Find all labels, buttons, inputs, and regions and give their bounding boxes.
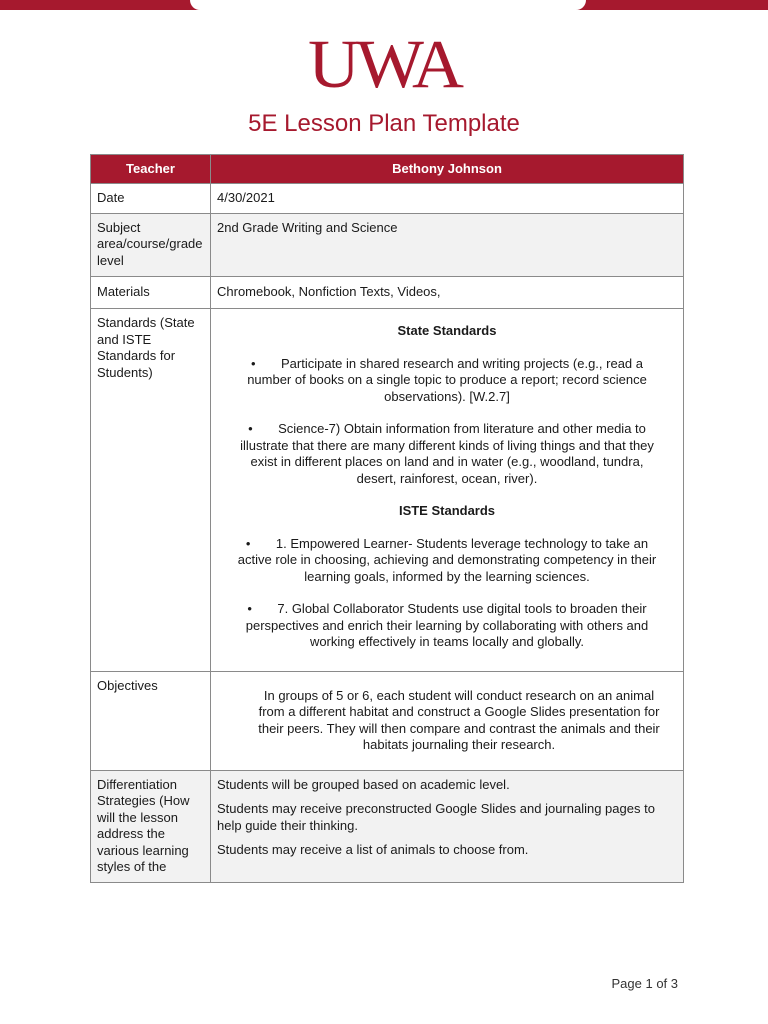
list-item: Students may receive preconstructed Google Slides and journaling pages to help guide their thinking. [217, 801, 655, 833]
subject-row [91, 213, 684, 276]
materials-label: Materials [91, 276, 211, 309]
teacher-row [91, 155, 684, 184]
subject-value: 2nd Grade Writing and Science [211, 213, 684, 276]
standards-cell [211, 309, 684, 672]
differentiation-row [91, 770, 684, 882]
lesson-plan-table [90, 154, 684, 883]
list-item: • 7. Global Collaborator Students use digital tools to broaden their perspectives and enrich their learning by collaborating with others and working effectively in teams locally and globally. [245, 601, 649, 649]
list-item: • Participate in shared research and writing projects (e.g., read a number of books on a single topic to produce a report; record science observations). [W.2.7] [247, 355, 647, 404]
teacher-label: Teacher [91, 155, 211, 184]
date-label: Date [91, 184, 211, 214]
objectives-value: In groups of 5 or 6, each student will conduct research on an animal from a different habitat and construct a Google Slides presentation for their peers. They will then compare and contrast the animals and their habitats journaling their research. [258, 687, 660, 752]
teacher-value: Bethony Johnson [211, 155, 684, 184]
materials-row [91, 276, 684, 309]
bullet-icon: • [250, 355, 256, 371]
header-notch [190, 0, 586, 10]
bullet-icon: • [248, 421, 253, 436]
standards-row [91, 309, 684, 672]
date-value: 4/30/2021 [211, 184, 684, 214]
list-item: Students may receive a list of animals to choose from. [217, 842, 529, 857]
uwa-logo: UWA [308, 26, 460, 102]
differentiation-cell [211, 770, 684, 882]
materials-value: Chromebook, Nonfiction Texts, Videos, [211, 276, 684, 309]
state-standards-heading: State Standards [397, 323, 497, 338]
page-number: Page 1 of 3 [611, 976, 678, 991]
subject-label: Subject area/course/grade level [91, 213, 211, 276]
objectives-cell [211, 671, 684, 770]
list-item: • 1. Empowered Learner- Students leverage technology to take an active role in choosing, achieving and demonstrating competency in their learning goals, informed by the learning sciences. [237, 535, 657, 584]
differentiation-label: Differentiation Strategies (How will the lesson address the various learning styles of the [91, 770, 211, 882]
bullet-icon: • [245, 535, 251, 551]
iste-standards-heading: ISTE Standards [398, 503, 496, 518]
list-item: • Science-7) Obtain information from literature and other media to illustrate that there are many different kinds of living things and that they exist in different places on land and in water (e.g., woodland, tundra, desert, rainforest, ocean, river). [240, 421, 654, 486]
standards-label: Standards (State and ISTE Standards for Students) [91, 309, 211, 672]
objectives-row [91, 671, 684, 770]
page-title: 5E Lesson Plan Template [248, 110, 520, 137]
bullet-icon: • [247, 601, 252, 616]
list-item: Students will be grouped based on academic level. [217, 776, 510, 792]
objectives-label: Objectives [91, 671, 211, 770]
date-row [91, 184, 684, 214]
